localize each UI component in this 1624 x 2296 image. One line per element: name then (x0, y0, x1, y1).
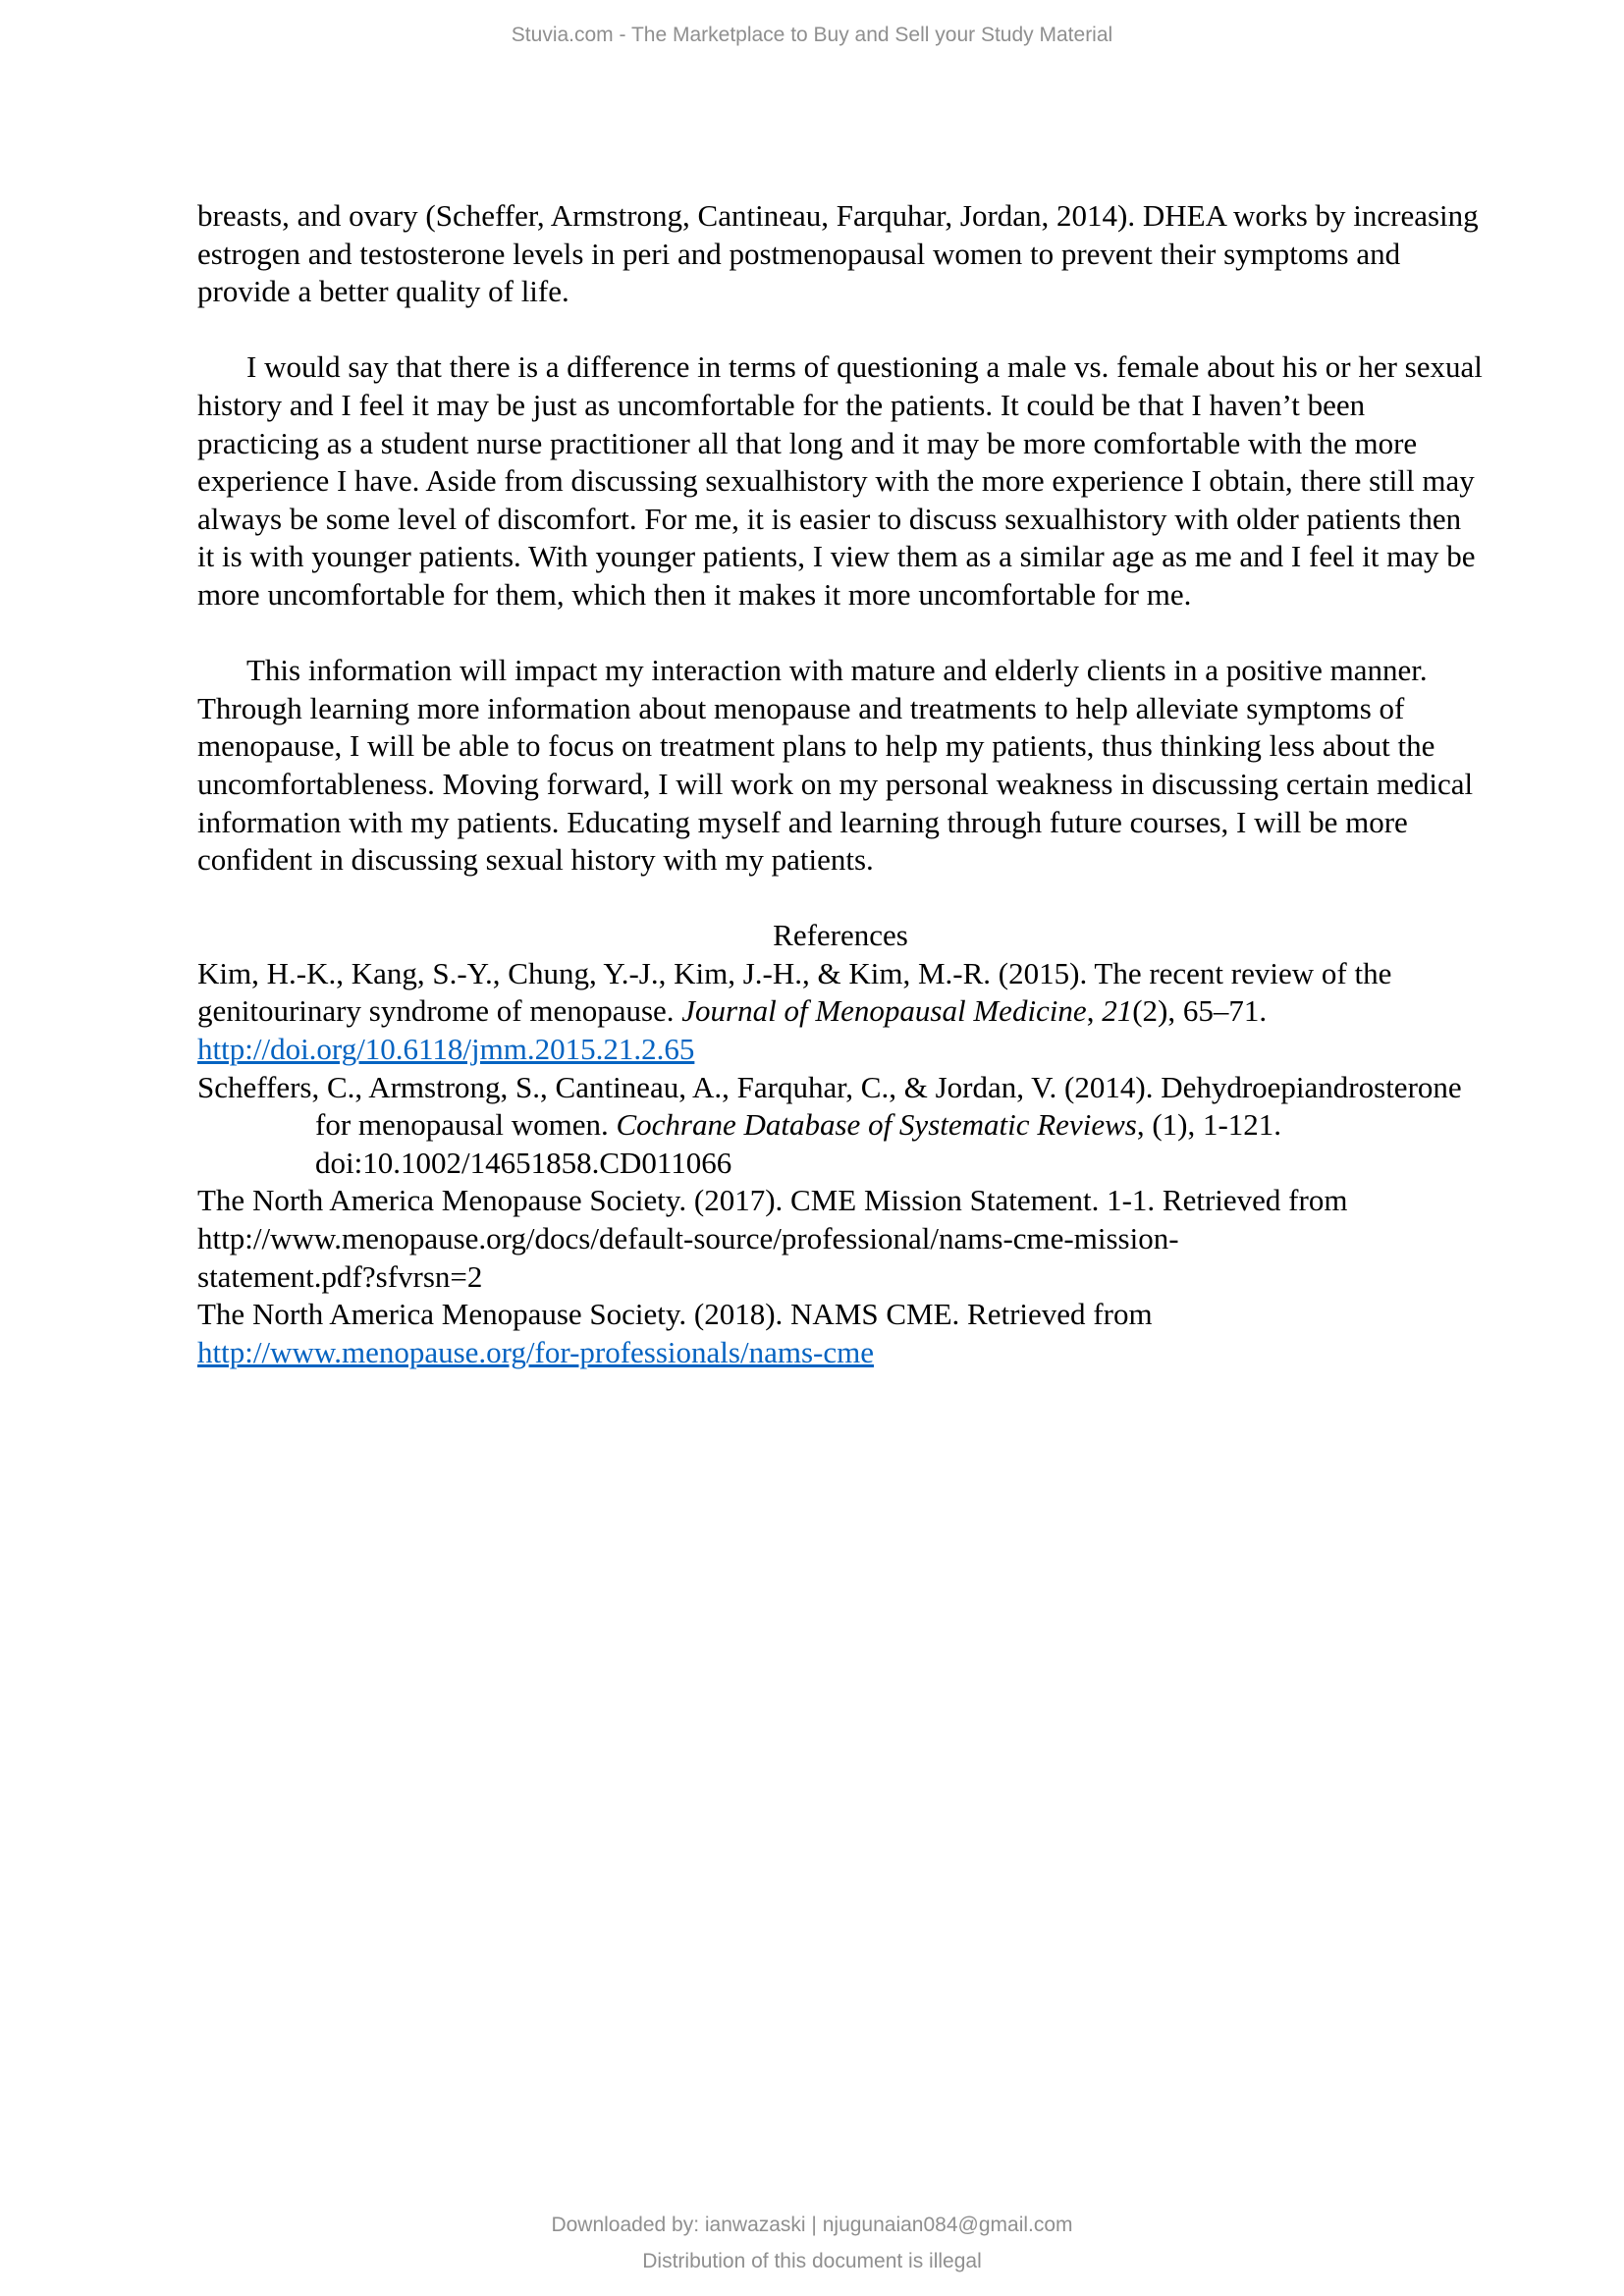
reference-kim-sep: , (1086, 993, 1103, 1029)
downloaded-by-watermark: Downloaded by: ianwazaski | njugunaian084@gmail.com (551, 2214, 1073, 2236)
reference-nams-2017-text: The North America Menopause Society. (2017). CME Mission Statement. 1-1. Retrieved from (197, 1183, 1348, 1218)
reference-nams-2017 (197, 1182, 1484, 1296)
stuvia-header-watermark: Stuvia.com - The Marketplace to Buy and Sell your Study Material (511, 24, 1113, 46)
reference-kim-doi-link[interactable]: http://doi.org/10.6118/jmm.2015.21.2.65 (197, 1032, 695, 1067)
reference-kim (197, 955, 1484, 1069)
paragraph-sexual-history: I would say that there is a difference in terms of questioning a male vs. female about his or her sexual history and I feel it may be just as uncomfortable for the patients. It could be that I haven’t been practicing as a student nurse practitioner all that long and it may be more comfortable with the more experience I have. Aside from discussing sexualhistory with the more experience I obtain, there still may always be some level of discomfort. For me, it is easier to discuss sexualhistory with older patients then it is with younger patients. With younger patients, I view them as a similar age as me and I feel it may be more uncomfortable for them, which then it makes it more uncomfortable for me. (197, 349, 1490, 612)
paragraph-impact: This information will impact my interaction with mature and elderly clients in a positive manner. Through learning more information about menopause and treatments to help alleviate symptoms of menopause, I will be able to focus on treatment plans to help my patients, thus thinking less about the uncomfortableness. Moving forward, I will work on my personal weakness in discussing certain medical information with my patients. Educating myself and learning through future courses, I will be more confident in discussing sexual history with my patients. (197, 653, 1481, 878)
reference-kim-volume: 21 (1102, 993, 1133, 1029)
reference-nams-2017-url-1: http://www.menopause.org/docs/default-source/professional/nams-cme-mission- (197, 1221, 1179, 1256)
document-body (197, 197, 1490, 1371)
reference-nams-2018-text: The North America Menopause Society. (2018). NAMS CME. Retrieved from (197, 1297, 1153, 1332)
reference-nams-2018-link[interactable]: http://www.menopause.org/for-professionals/nams-cme (197, 1334, 874, 1369)
reference-kim-issue-pages: (2), 65–71. (1132, 993, 1268, 1029)
reference-scheffers (197, 1069, 1484, 1183)
references-heading: References (773, 918, 908, 953)
reference-kim-text: Kim, H.-K., Kang, S.-Y., Chung, Y.-J., Kim, J.-H., & Kim, M.-R. (2015). The recent review of the genitourinary syndrome of menopause. (197, 955, 1392, 1029)
distribution-watermark: Distribution of this document is illegal (642, 2250, 982, 2272)
reference-scheffers-doi: , (1), 1-121. doi:10.1002/14651858.CD011066 (315, 1107, 1282, 1180)
reference-kim-journal: Journal of Menopausal Medicine (681, 993, 1087, 1029)
paragraph-dhea: breasts, and ovary (Scheffer, Armstrong, Cantineau, Farquhar, Jordan, 2014). DHEA works by increasing estrogen and testosterone levels in peri and postmenopausal women to prevent their symptoms and provide a better quality of life. (197, 198, 1487, 309)
reference-scheffers-journal: Cochrane Database of Systematic Reviews (616, 1107, 1137, 1143)
reference-nams-2018 (197, 1296, 1484, 1371)
reference-nams-2017-url-2: statement.pdf?sfvrsn=2 (197, 1258, 483, 1294)
reference-scheffers-text: Scheffers, C., Armstrong, S., Cantineau, A., Farquhar, C., & Jordan, V. (2014). Dehydroepiandrosterone for menopausal women. (197, 1069, 1462, 1143)
